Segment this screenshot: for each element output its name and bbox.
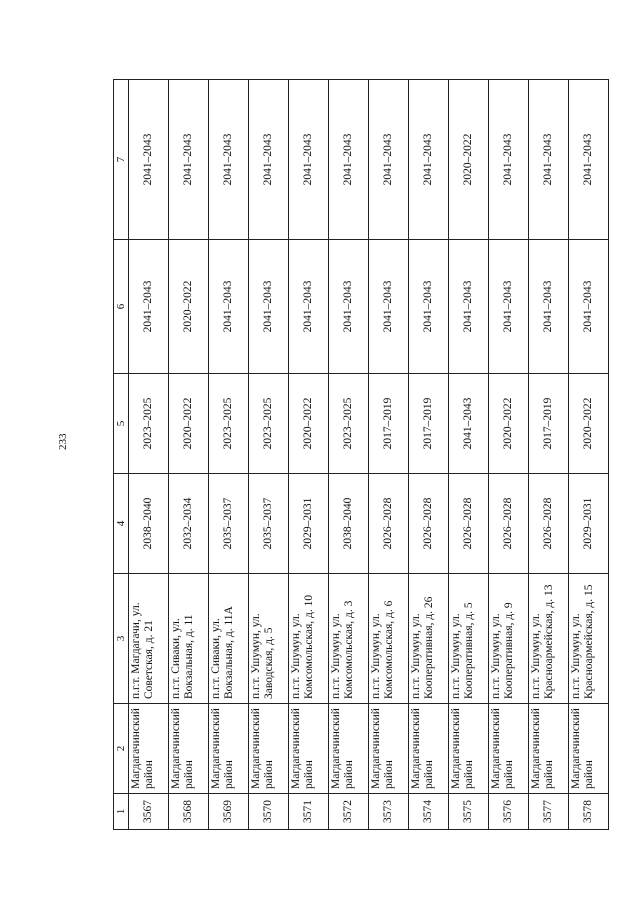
- cell-c5: 2020–2022: [169, 374, 209, 474]
- cell-c6: 2041–2043: [529, 240, 569, 374]
- cell-c6: 2041–2043: [329, 240, 369, 374]
- cell-c5: 2023–2025: [129, 374, 169, 474]
- table-row: [249, 80, 289, 830]
- cell-c6: 2041–2043: [449, 240, 489, 374]
- table-row: [129, 80, 169, 830]
- cell-c6: 2041–2043: [489, 240, 529, 374]
- cell-address: п.г.т. Ушумун, ул. Заводская, д. 5: [249, 574, 289, 704]
- cell-num: 3568: [169, 794, 209, 830]
- header-col-4: 4: [114, 474, 129, 574]
- cell-num: 3570: [249, 794, 289, 830]
- cell-c5: 2023–2025: [209, 374, 249, 474]
- header-col-5: 5: [114, 374, 129, 474]
- cell-c4: 2038–2040: [329, 474, 369, 574]
- cell-c7: 2041–2043: [169, 80, 209, 240]
- cell-c4: 2026–2028: [489, 474, 529, 574]
- cell-c7: 2041–2043: [129, 80, 169, 240]
- cell-num: 3572: [329, 794, 369, 830]
- cell-c7: 2041–2043: [569, 80, 609, 240]
- cell-num: 3567: [129, 794, 169, 830]
- cell-address: п.г.т. Ушумун, ул. Красноармейская, д. 13: [529, 574, 569, 704]
- header-col-7: 7: [114, 80, 129, 240]
- cell-c7: 2041–2043: [489, 80, 529, 240]
- cell-c5: 2017–2019: [409, 374, 449, 474]
- cell-c7: 2041–2043: [289, 80, 329, 240]
- table-row: [409, 80, 449, 830]
- cell-num: 3569: [209, 794, 249, 830]
- cell-district: Магдагачинский район: [409, 704, 449, 794]
- cell-c7: 2041–2043: [409, 80, 449, 240]
- table-row: [289, 80, 329, 830]
- cell-address: п.г.т. Ушумун, ул. Комсомольская, д. 3: [329, 574, 369, 704]
- cell-c4: 2026–2028: [369, 474, 409, 574]
- cell-c4: 2035–2037: [249, 474, 289, 574]
- rotated-table-container: [113, 80, 595, 830]
- cell-district: Магдагачинский район: [129, 704, 169, 794]
- cell-num: 3571: [289, 794, 329, 830]
- cell-address: п.г.т. Сиваки, ул. Вокзальная, д. 11: [169, 574, 209, 704]
- cell-c4: 2038–2040: [129, 474, 169, 574]
- cell-address: п.г.т. Ушумун, ул. Кооперативная, д. 5: [449, 574, 489, 704]
- cell-c7: 2041–2043: [529, 80, 569, 240]
- cell-c5: 2017–2019: [369, 374, 409, 474]
- cell-district: Магдагачинский район: [249, 704, 289, 794]
- table-row: [369, 80, 409, 830]
- cell-address: п.г.т. Ушумун, ул. Кооперативная, д. 26: [409, 574, 449, 704]
- cell-c5: 2020–2022: [489, 374, 529, 474]
- cell-c7: 2041–2043: [249, 80, 289, 240]
- cell-c6: 2041–2043: [409, 240, 449, 374]
- cell-c5: 2023–2025: [249, 374, 289, 474]
- table-body: [129, 80, 609, 830]
- cell-c5: 2020–2022: [569, 374, 609, 474]
- cell-c6: 2041–2043: [289, 240, 329, 374]
- cell-num: 3574: [409, 794, 449, 830]
- cell-district: Магдагачинский район: [169, 704, 209, 794]
- cell-c5: 2017–2019: [529, 374, 569, 474]
- cell-address: п.г.т. Ушумун, ул. Комсомольская, д. 10: [289, 574, 329, 704]
- cell-c7: 2041–2043: [209, 80, 249, 240]
- header-col-3: 3: [114, 574, 129, 704]
- header-col-6: 6: [114, 240, 129, 374]
- cell-c7: 2041–2043: [329, 80, 369, 240]
- cell-address: п.г.т. Магдагачи, ул. Советская, д. 21: [129, 574, 169, 704]
- page-number: 233: [57, 433, 69, 450]
- table-row: [209, 80, 249, 830]
- cell-num: 3578: [569, 794, 609, 830]
- cell-c4: 2029–2031: [289, 474, 329, 574]
- cell-address: п.г.т. Ушумун, ул. Красноармейская, д. 15: [569, 574, 609, 704]
- cell-c5: 2020–2022: [289, 374, 329, 474]
- table-row: [489, 80, 529, 830]
- cell-c4: 2032–2034: [169, 474, 209, 574]
- cell-address: п.г.т. Ушумун, ул. Комсомольская, д. 6: [369, 574, 409, 704]
- cell-c6: 2041–2043: [249, 240, 289, 374]
- cell-district: Магдагачинский район: [289, 704, 329, 794]
- table-row: [529, 80, 569, 830]
- header-col-2: 2: [114, 704, 129, 794]
- header-row: [114, 80, 129, 830]
- table-row: [449, 80, 489, 830]
- cell-c4: 2026–2028: [449, 474, 489, 574]
- cell-district: Магдагачинский район: [449, 704, 489, 794]
- cell-c6: 2041–2043: [569, 240, 609, 374]
- header-col-1: 1: [114, 794, 129, 830]
- cell-c7: 2020–2022: [449, 80, 489, 240]
- cell-c6: 2020–2022: [169, 240, 209, 374]
- cell-district: Магдагачинский район: [209, 704, 249, 794]
- cell-district: Магдагачинский район: [329, 704, 369, 794]
- cell-num: 3576: [489, 794, 529, 830]
- cell-address: п.г.т. Ушумун, ул. Кооперативная, д. 9: [489, 574, 529, 704]
- cell-num: 3573: [369, 794, 409, 830]
- table-row: [169, 80, 209, 830]
- cell-c4: 2035–2037: [209, 474, 249, 574]
- cell-c6: 2041–2043: [369, 240, 409, 374]
- cell-num: 3575: [449, 794, 489, 830]
- cell-c5: 2041–2043: [449, 374, 489, 474]
- table-row: [329, 80, 369, 830]
- cell-address: п.г.т. Сиваки, ул. Вокзальная, д. 11А: [209, 574, 249, 704]
- cell-c6: 2041–2043: [209, 240, 249, 374]
- cell-c4: 2026–2028: [529, 474, 569, 574]
- cell-district: Магдагачинский район: [369, 704, 409, 794]
- cell-district: Магдагачинский район: [489, 704, 529, 794]
- cell-c4: 2029–2031: [569, 474, 609, 574]
- data-table: [113, 79, 609, 830]
- cell-c7: 2041–2043: [369, 80, 409, 240]
- cell-district: Магдагачинский район: [569, 704, 609, 794]
- table-row: [569, 80, 609, 830]
- cell-c5: 2023–2025: [329, 374, 369, 474]
- cell-num: 3577: [529, 794, 569, 830]
- cell-district: Магдагачинский район: [529, 704, 569, 794]
- cell-c6: 2041–2043: [129, 240, 169, 374]
- cell-c4: 2026–2028: [409, 474, 449, 574]
